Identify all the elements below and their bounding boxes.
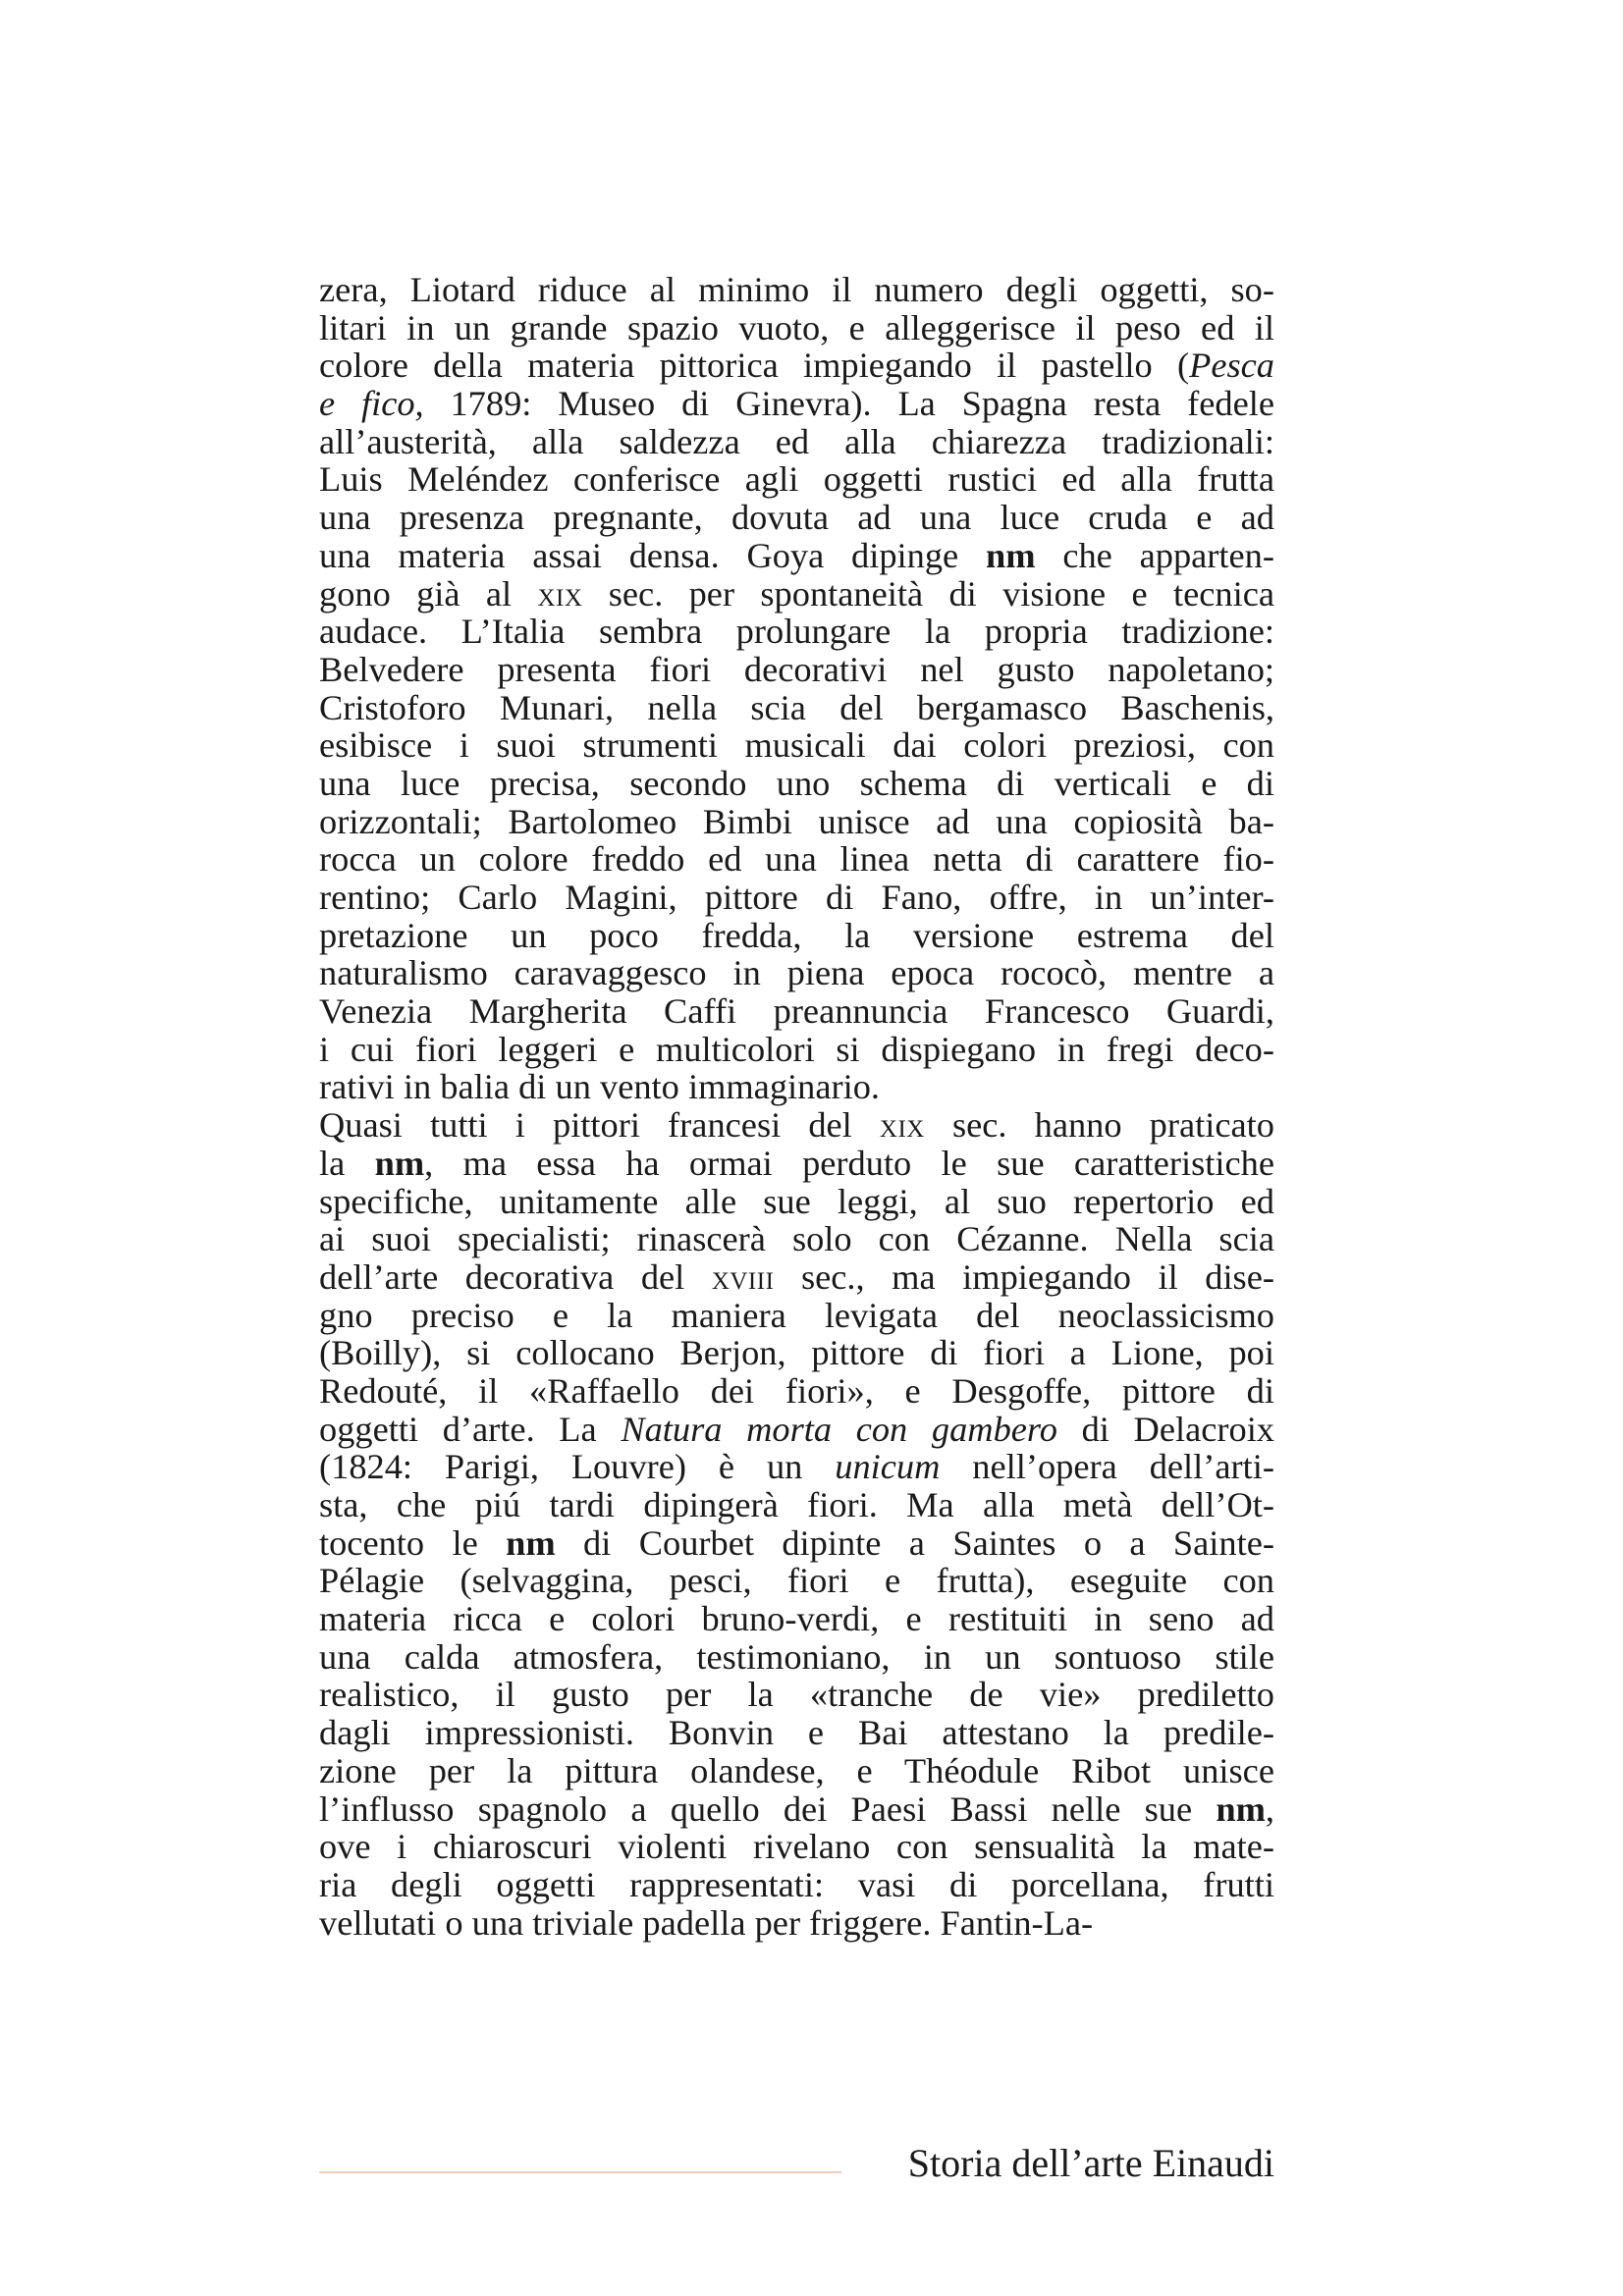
- text-line: [319, 1372, 1274, 1411]
- bold-term: nm: [1216, 1789, 1266, 1829]
- text-run: gno preciso e la maniera levigata del neoclassicismo: [319, 1295, 1274, 1335]
- footer-rule: [319, 2171, 841, 2173]
- text-run: ria degli oggetti rappresentati: vasi di porcellana, frutti: [319, 1864, 1274, 1904]
- text-line: [319, 840, 1274, 879]
- text-line: [319, 499, 1274, 537]
- text-run: che apparten-: [1035, 535, 1274, 575]
- text-run: ,: [1265, 1789, 1274, 1829]
- text-run: naturalismo caravaggesco in piena epoca rococò, mentre a: [319, 953, 1274, 993]
- text-line: [319, 917, 1274, 955]
- text-line: [319, 1904, 1274, 1943]
- text-run: audace. L’Italia sembra prolungare la propria tradizione:: [319, 612, 1274, 652]
- text-line: [319, 765, 1274, 803]
- text-run: i cui fiori leggeri e multicolori si dispiegano in fregi deco-: [319, 1029, 1274, 1069]
- text-run: sta, che piú tardi dipingerà fiori. Ma alla metà dell’Ot-: [319, 1485, 1274, 1524]
- bold-term: nm: [506, 1522, 556, 1563]
- text-line: [319, 347, 1274, 385]
- italic-title: e fico,: [319, 384, 424, 424]
- text-line: [319, 954, 1274, 992]
- text-run: tocento le: [319, 1522, 507, 1563]
- text-line: [319, 1562, 1274, 1600]
- text-run: zera, Liotard riduce al minimo il numero degli oggetti, so-: [319, 270, 1274, 309]
- text-line: [319, 1524, 1274, 1563]
- text-run: rocca un colore freddo ed una linea netta di carattere fio-: [319, 839, 1274, 880]
- text-run: rentino; Carlo Magini, pittore di Fano, offre, in un’inter-: [319, 878, 1274, 917]
- bold-term: nm: [985, 535, 1036, 575]
- body-text: [319, 271, 1274, 1942]
- text-line: [319, 1486, 1274, 1524]
- text-run: di Courbet dipinte a Saintes o a Sainte-: [555, 1522, 1274, 1563]
- text-run: colore della materia pittorica impiegando il pastello (: [319, 346, 1190, 386]
- text-run: (1824: Parigi, Louvre) è un: [319, 1447, 836, 1487]
- text-line: [319, 1638, 1274, 1677]
- text-line: [319, 537, 1274, 575]
- text-run: sec., ma impiegando il dise-: [774, 1256, 1274, 1297]
- text-run: Pélagie (selvaggina, pesci, fiori e frutta), eseguite con: [319, 1561, 1274, 1601]
- italic-title: Natura morta con gambero: [621, 1409, 1057, 1449]
- text-line: [319, 613, 1274, 651]
- text-line: [319, 460, 1274, 499]
- century-numeral: xix: [537, 573, 583, 614]
- text-run: rativi in balia di un vento immaginario.: [319, 1067, 881, 1107]
- text-run: l’influsso spagnolo a quello dei Paesi Bassi nelle sue: [319, 1789, 1217, 1829]
- text-run: 1789: Museo di Ginevra). La Spagna resta fedele: [423, 384, 1275, 424]
- text-line: [319, 575, 1274, 614]
- text-line: [319, 1411, 1274, 1449]
- text-run: dagli impressionisti. Bonvin e Bai attestano la predile-: [319, 1713, 1274, 1753]
- text-run: sec. per spontaneità di visione e tecnica: [582, 573, 1275, 614]
- text-run: materia ricca e colori bruno-verdi, e restituiti in seno ad: [319, 1599, 1274, 1639]
- text-run: all’austerità, alla saldezza ed alla chiarezza tradizionali:: [319, 421, 1274, 461]
- text-run: Venezia Margherita Caffi preannuncia Francesco Guardi,: [319, 991, 1274, 1032]
- text-run: orizzontali; Bartolomeo Bimbi unisce ad una copiosità ba-: [319, 801, 1274, 841]
- text-run: di Delacroix: [1056, 1409, 1275, 1449]
- century-numeral: xix: [879, 1105, 925, 1146]
- text-run: Belvedere presenta fiori decorativi nel gusto napoletano;: [319, 649, 1274, 689]
- text-line: [319, 385, 1274, 423]
- text-run: la: [319, 1143, 375, 1183]
- text-run: vellutati o una triviale padella per friggere. Fantin-La-: [319, 1902, 1094, 1943]
- text-line: [319, 271, 1274, 309]
- text-run: Luis Meléndez conferisce agli oggetti rustici ed alla frutta: [319, 459, 1274, 500]
- century-numeral: xviii: [711, 1256, 775, 1297]
- text-line: [319, 1828, 1274, 1866]
- text-run: una calda atmosfera, testimoniano, in un sontuoso stile: [319, 1636, 1274, 1677]
- text-run: una luce precisa, secondo uno schema di verticali e di: [319, 763, 1274, 803]
- text-line: [319, 423, 1274, 461]
- text-run: Redouté, il «Raffaello dei fiori», e Desgoffe, pittore di: [319, 1370, 1274, 1411]
- text-line: [319, 1183, 1274, 1221]
- text-line: [319, 726, 1274, 765]
- text-run: dell’arte decorativa del: [319, 1256, 712, 1297]
- text-run: oggetti d’arte. La: [319, 1409, 622, 1449]
- text-line: [319, 1334, 1274, 1372]
- text-line: [319, 1031, 1274, 1069]
- text-line: [319, 1714, 1274, 1752]
- text-run: specifiche, unitamente alle sue leggi, al suo repertorio ed: [319, 1181, 1274, 1221]
- text-line: [319, 1676, 1274, 1714]
- text-line: [319, 1258, 1274, 1297]
- text-line: [319, 1752, 1274, 1790]
- text-line: [319, 309, 1274, 347]
- bold-term: nm: [374, 1143, 425, 1183]
- text-line: [319, 1297, 1274, 1335]
- text-line: [319, 1448, 1274, 1486]
- text-run: una materia assai densa. Goya dipinge: [319, 535, 986, 575]
- text-run: pretazione un poco fredda, la versione estrema del: [319, 915, 1274, 955]
- text-run: gono già al: [319, 573, 538, 614]
- text-run: Cristoforo Munari, nella scia del bergamasco Baschenis,: [319, 687, 1274, 727]
- text-run: zione per la pittura olandese, e Théodule Ribot unisce: [319, 1750, 1274, 1790]
- text-line: [319, 803, 1274, 841]
- text-run: Quasi tutti i pittori francesi del: [319, 1105, 880, 1146]
- text-line: [319, 1866, 1274, 1904]
- text-line: [319, 1106, 1274, 1145]
- text-run: ove i chiaroscuri violenti rivelano con sensualità la mate-: [319, 1827, 1274, 1867]
- text-run: realistico, il gusto per la «tranche de vie» prediletto: [319, 1675, 1274, 1715]
- text-line: [319, 651, 1274, 689]
- text-run: ai suoi specialisti; rinascerà solo con Cézanne. Nella scia: [319, 1219, 1274, 1259]
- text-run: (Boilly), si collocano Berjon, pittore di fiori a Lione, poi: [319, 1333, 1274, 1373]
- italic-title: unicum: [835, 1447, 941, 1487]
- text-run: nell’opera dell’arti-: [940, 1447, 1274, 1487]
- text-run: sec. hanno praticato: [924, 1105, 1274, 1146]
- text-run: una presenza pregnante, dovuta ad una luce cruda e ad: [319, 498, 1274, 538]
- text-run: litari in un grande spazio vuoto, e alleggerisce il peso ed il: [319, 307, 1274, 347]
- text-line: [319, 1600, 1274, 1638]
- text-line: [319, 689, 1274, 727]
- text-line: [319, 879, 1274, 917]
- text-run: , ma essa ha ormai perduto le sue caratteristiche: [424, 1143, 1274, 1183]
- text-run: esibisce i suoi strumenti musicali dai colori preziosi, con: [319, 725, 1274, 766]
- text-line: [319, 1145, 1274, 1183]
- text-line: [319, 992, 1274, 1031]
- italic-title: Pesca: [1189, 346, 1274, 386]
- text-line: [319, 1220, 1274, 1258]
- text-line: [319, 1068, 1274, 1106]
- text-line: [319, 1790, 1274, 1829]
- footer-credit: Storia dell’arte Einaudi: [907, 2141, 1274, 2185]
